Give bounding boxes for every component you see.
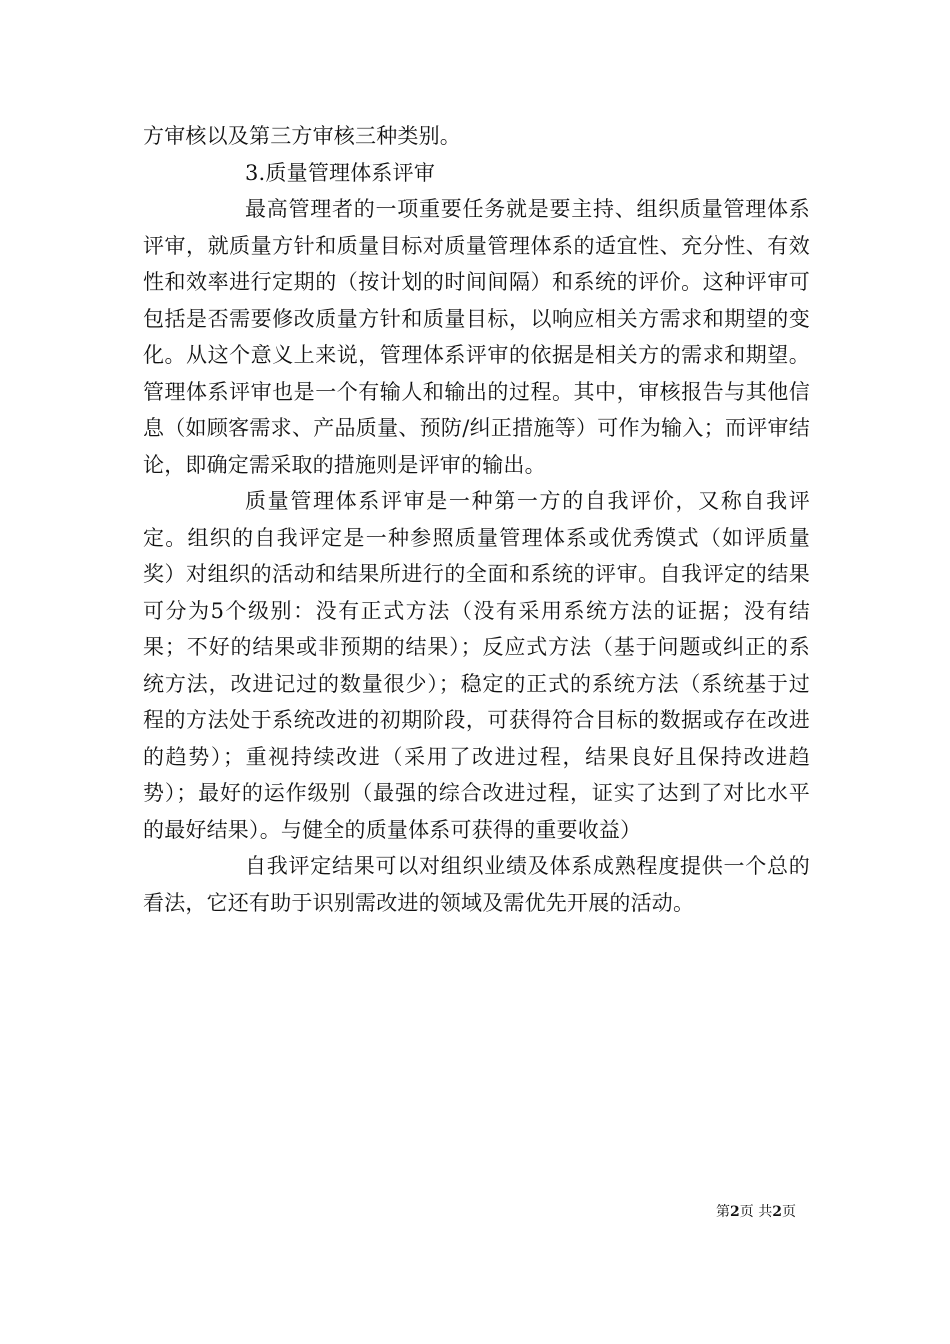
footer-total-pages: 2 bbox=[772, 1204, 782, 1220]
section-heading: 3.质量管理体系评审 bbox=[245, 160, 436, 185]
page-footer bbox=[716, 1203, 796, 1221]
document-body bbox=[143, 118, 810, 921]
footer-prefix: 第 bbox=[716, 1204, 730, 1220]
paragraph: 自我评定结果可以对组织业绩及体系成熟程度提供一个总的看法，它还有助于识别需改进的领域及需优先开展的活动。 bbox=[143, 854, 810, 915]
paragraph: 质量管理体系评审是一种第一方的自我评价，又称自我评定。组织的自我评定是一种参照质量管理体系或优秀馍式（如评质量奖）对组织的活动和结果所进行的全面和系统的评审。自我评定的结果可分为5个级别：没有正式方法（没有采用系统方法的证据；没有结果；不好的结果或非预期的结果）；反应式方法（基于问题或纠正的系统方法，改进记过的数量很少）；稳定的正式的系统方法（系统基于过程的方法处于系统改进的初期阶段，可获得符合目标的数据或存在改进的趋势）；重视持续改进（采用了改进过程，结果良好且保持改进趋势）；最好的运作级别（最强的综合改进过程，证实了达到了对比水平的最好结果）。与健全的质量体系可获得的重要收益） bbox=[143, 489, 810, 842]
footer-middle: 页 共 bbox=[739, 1204, 773, 1220]
footer-suffix: 页 bbox=[781, 1204, 796, 1220]
paragraph-continuation: 方审核以及第三方审核三种类别。 bbox=[143, 124, 461, 148]
footer-page-number: 2 bbox=[730, 1204, 740, 1220]
paragraph: 最高管理者的一项重要任务就是要主持、组织质量管理体系评审，就质量方针和质量目标对质量管理体系的适宜性、充分性、有效性和效率进行定期的（按计划的时间间隔）和系统的评价。这种评审可包括是否需要修改质量方针和质量目标，以响应相关方需求和期望的变化。从这个意义上来说，管理体系评审的依据是相关方的需求和期望。管理体系评审也是一个有输人和输出的过程。其中，审核报告与其他信息（如顾客需求、产品质量、预防/纠正措施等）可作为输入；而评审结论，即确定需采取的措施则是评审的输出。 bbox=[143, 197, 810, 477]
